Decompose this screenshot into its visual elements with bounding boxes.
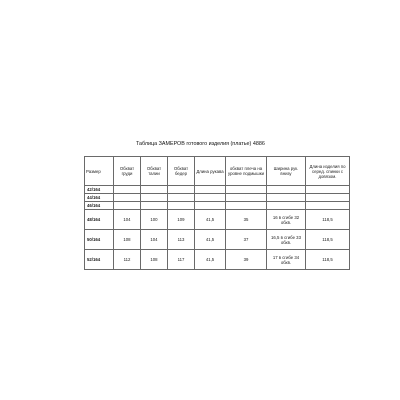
shoulder-girth-cell: 35 (226, 210, 267, 230)
table-row (85, 210, 350, 230)
size-cell: 46/164 (85, 202, 114, 210)
header-size: Размер (85, 157, 114, 186)
table-row (85, 202, 350, 210)
sleeve-length-cell: 41,5 (195, 230, 226, 250)
chest-cell (114, 202, 141, 210)
chest-cell: 108 (114, 230, 141, 250)
table-row (85, 186, 350, 194)
garment-length-cell: 118,5 (306, 250, 350, 270)
sleeve-width-cell: 16,5 в сгибе 33 обхв. (267, 230, 306, 250)
waist-cell (141, 186, 168, 194)
size-cell: 42/164 (85, 186, 114, 194)
hips-cell: 117 (168, 250, 195, 270)
size-cell: 48/164 (85, 210, 114, 230)
sleeve-width-cell: 16 в сгибе 32 обхв. (267, 210, 306, 230)
waist-cell: 100 (141, 210, 168, 230)
header-garment-length: Длина изделия по серед. спинки с довязом. (306, 157, 350, 186)
header-sleeve-width: Ширина рук. внизу (267, 157, 306, 186)
table-header-row (85, 157, 350, 186)
waist-cell: 104 (141, 230, 168, 250)
header-hips: Обхват бедер (168, 157, 195, 186)
sleeve-length-cell (195, 194, 226, 202)
hips-cell (168, 202, 195, 210)
table-row (85, 194, 350, 202)
hips-cell: 109 (168, 210, 195, 230)
garment-length-cell: 118,5 (306, 210, 350, 230)
hips-cell: 113 (168, 230, 195, 250)
garment-length-cell (306, 202, 350, 210)
chest-cell (114, 194, 141, 202)
header-chest: Обхват груди (114, 157, 141, 186)
hips-cell (168, 186, 195, 194)
shoulder-girth-cell: 37 (226, 230, 267, 250)
header-shoulder-girth: обхват плеча на уровне подмышки (226, 157, 267, 186)
chest-cell: 104 (114, 210, 141, 230)
sleeve-width-cell (267, 186, 306, 194)
sleeve-length-cell: 41,5 (195, 210, 226, 230)
table-row (85, 230, 350, 250)
garment-length-cell (306, 186, 350, 194)
sleeve-length-cell: 41,5 (195, 250, 226, 270)
size-cell: 44/164 (85, 194, 114, 202)
sleeve-width-cell (267, 194, 306, 202)
waist-cell (141, 194, 168, 202)
shoulder-girth-cell (226, 194, 267, 202)
chest-cell (114, 186, 141, 194)
table-row (85, 250, 350, 270)
waist-cell: 108 (141, 250, 168, 270)
shoulder-girth-cell: 39 (226, 250, 267, 270)
chest-cell: 112 (114, 250, 141, 270)
sleeve-width-cell: 17 в сгибе 34 обхв. (267, 250, 306, 270)
waist-cell (141, 202, 168, 210)
header-sleeve-length: Длина рукава (195, 157, 226, 186)
garment-length-cell (306, 194, 350, 202)
sleeve-length-cell (195, 186, 226, 194)
sleeve-width-cell (267, 202, 306, 210)
garment-length-cell: 118,5 (306, 230, 350, 250)
hips-cell (168, 194, 195, 202)
shoulder-girth-cell (226, 186, 267, 194)
shoulder-girth-cell (226, 202, 267, 210)
size-cell: 50/164 (85, 230, 114, 250)
size-cell: 52/164 (85, 250, 114, 270)
sleeve-length-cell (195, 202, 226, 210)
measurements-table (84, 156, 350, 270)
header-waist: Обхват талии (141, 157, 168, 186)
table-title: Таблица ЗАМЕРОВ готового изделия (платье) 4886 (136, 141, 265, 147)
